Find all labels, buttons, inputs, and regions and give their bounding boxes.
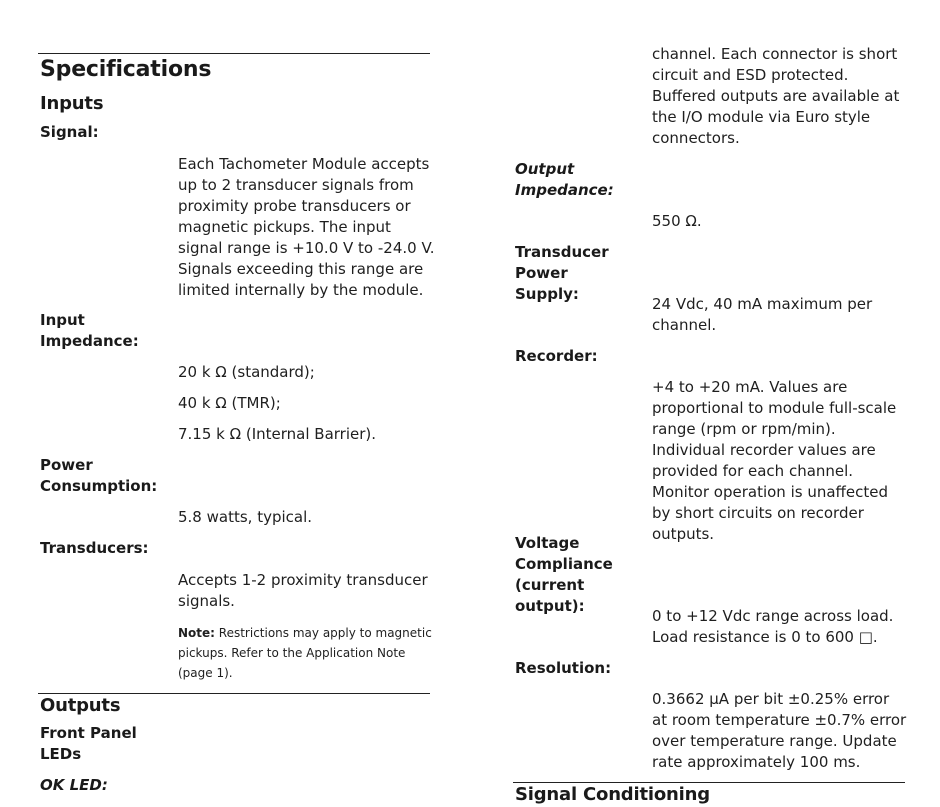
- power-consumption-label: Power Consumption:: [40, 456, 158, 495]
- note-label: Note:: [178, 626, 215, 640]
- signal-label: Signal:: [40, 123, 99, 141]
- signal-conditioning-heading: Signal Conditioning: [515, 784, 710, 805]
- signal-conditioning-rule: [513, 782, 905, 783]
- impedance-tmr: 40 k Ω (TMR);: [178, 394, 281, 412]
- voltage-compliance-label: Voltage Compliance (current output):: [515, 534, 613, 615]
- connector-continued-text: channel. Each connector is short circuit and ESD protected. Buffered outputs are available at the I/O module via Euro style connectors.: [652, 45, 900, 147]
- recorder-label: Recorder:: [515, 347, 598, 365]
- top-rule-left: [38, 53, 430, 54]
- note-text: Restrictions may apply to magnetic pickups. Refer to the Application Note (page 1).: [178, 626, 432, 680]
- transducers-label: Transducers:: [40, 539, 149, 557]
- voltage-compliance-value: 0 to +12 Vdc range across load. Load resistance is 0 to 600 □.: [652, 607, 894, 646]
- input-impedance-label: Input Impedance:: [40, 311, 139, 350]
- ok-led-label: OK LED:: [40, 776, 108, 794]
- transducer-power-supply-label: Transducer Power Supply:: [515, 243, 609, 303]
- transducers-description: Accepts 1-2 proximity transducer signals.: [178, 571, 428, 610]
- resolution-value: 0.3662 μA per bit ±0.25% error at room temperature ±0.7% error over temperature range. Update rate approximately 100 ms.: [652, 690, 907, 771]
- signal-description: Each Tachometer Module accepts up to 2 transducer signals from proximity probe transducers or magnetic pickups. The input signal range is +10.0 V to -24.0 V. Signals exceeding this range are limited internally by the module.: [178, 155, 435, 299]
- front-panel-leds-label: Front Panel LEDs: [40, 724, 137, 763]
- page-title: Specifications: [40, 57, 212, 82]
- inputs-heading: Inputs: [40, 93, 104, 114]
- output-impedance-label: Output Impedance:: [515, 160, 614, 199]
- note-block: [178, 623, 436, 683]
- outputs-heading: Outputs: [40, 695, 121, 716]
- resolution-label: Resolution:: [515, 659, 612, 677]
- power-consumption-value: 5.8 watts, typical.: [178, 508, 313, 526]
- output-impedance-value: 550 Ω.: [652, 212, 702, 230]
- recorder-description: +4 to +20 mA. Values are proportional to module full-scale range (rpm or rpm/min). Individual recorder values are provided for each channel. Monitor operation is unaffected by short circuits on recorder outputs.: [652, 378, 897, 543]
- impedance-standard: 20 k Ω (standard);: [178, 363, 315, 381]
- outputs-rule: [38, 693, 430, 694]
- transducer-power-supply-value: 24 Vdc, 40 mA maximum per channel.: [652, 295, 873, 334]
- impedance-barrier: 7.15 k Ω (Internal Barrier).: [178, 425, 377, 443]
